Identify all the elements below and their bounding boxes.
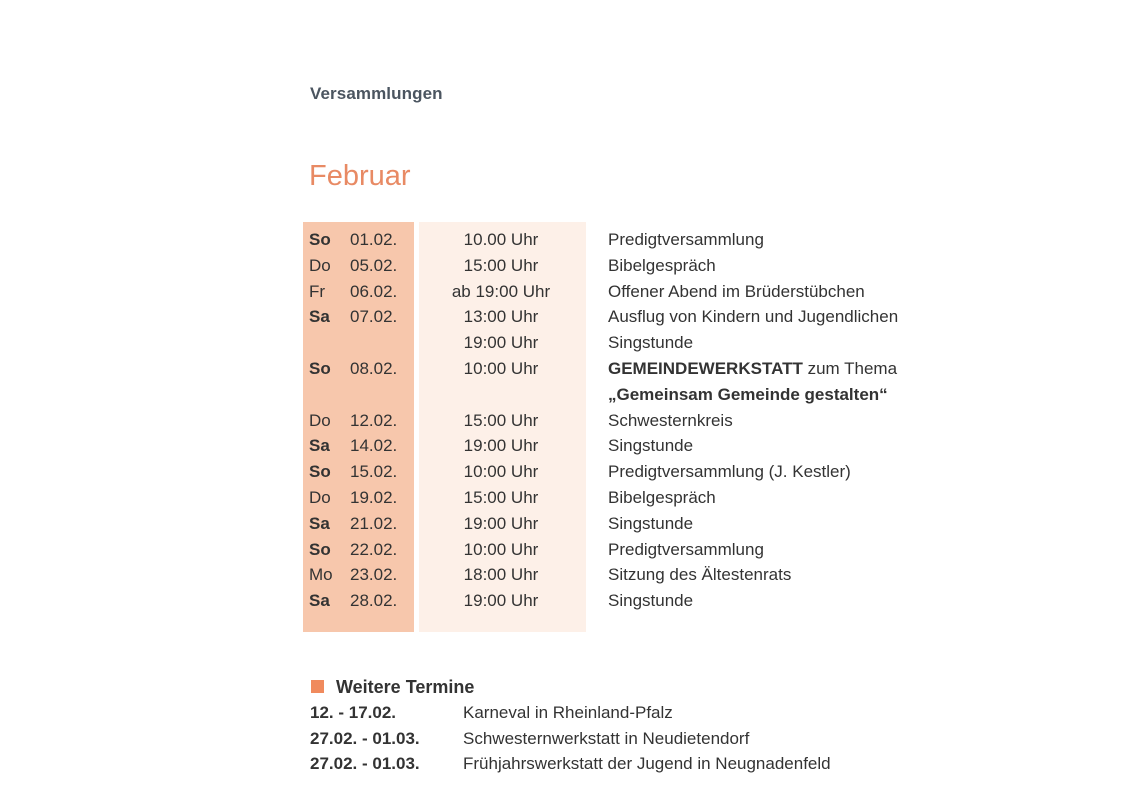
event-cell: Singstunde	[608, 436, 694, 456]
day-cell: Do	[309, 487, 331, 507]
day-cell: Sa	[309, 591, 330, 611]
date-cell: 05.02.	[350, 255, 398, 275]
month-title: Februar	[309, 160, 411, 192]
day-cell: Sa	[309, 513, 330, 533]
date-cell: 06.02.	[350, 281, 398, 301]
time-cell: 18:00 Uhr	[463, 565, 539, 585]
time-cell: 10:00 Uhr	[463, 358, 539, 378]
square-bullet-icon	[311, 680, 324, 693]
day-cell: Do	[309, 410, 331, 430]
further-date-row	[309, 726, 1009, 752]
event-cell: Singstunde	[608, 513, 694, 533]
time-cell: 19:00 Uhr	[463, 513, 539, 533]
schedule-row	[0, 485, 1130, 511]
schedule-row	[0, 227, 1130, 253]
time-cell: 10:00 Uhr	[463, 539, 539, 559]
date-cell: 14.02.	[350, 436, 398, 456]
further-date: 12. - 17.02.	[310, 703, 397, 722]
event-text: zum Thema	[802, 358, 898, 378]
schedule-row	[0, 330, 1130, 356]
date-cell: 08.02.	[350, 358, 398, 378]
time-cell: 15:00 Uhr	[463, 410, 539, 430]
event-cell: Sitzung des Ältestenrats	[608, 565, 792, 585]
date-cell: 28.02.	[350, 591, 398, 611]
further-date: 27.02. - 01.03.	[310, 728, 420, 748]
day-cell: Fr	[309, 281, 326, 301]
event-cell: Predigtversammlung	[608, 539, 764, 559]
schedule-row	[0, 588, 1130, 614]
date-cell: 01.02.	[350, 230, 398, 249]
date-cell: 15.02.	[350, 462, 398, 482]
event-cell	[608, 382, 888, 408]
schedule-row	[0, 304, 1130, 330]
day-cell: So	[309, 230, 331, 249]
day-cell: So	[309, 358, 331, 378]
schedule-table	[0, 227, 1130, 614]
date-cell: 21.02.	[350, 513, 398, 533]
further-dates-section	[309, 674, 1009, 777]
further-dates-heading	[309, 674, 1009, 700]
time-cell: 10.00 Uhr	[463, 230, 539, 249]
further-event: Frühjahrswerkstatt der Jugend in Neugnadenfeld	[463, 754, 831, 773]
date-cell: 22.02.	[350, 539, 398, 559]
day-cell: Mo	[309, 565, 333, 585]
day-cell: So	[309, 539, 331, 559]
event-cell: Offener Abend im Brüderstübchen	[608, 281, 865, 301]
date-cell: 12.02.	[350, 410, 398, 430]
time-cell: 13:00 Uhr	[463, 307, 539, 327]
further-date: 27.02. - 01.03.	[310, 754, 420, 773]
time-cell: 19:00 Uhr	[463, 333, 539, 353]
day-cell: Sa	[309, 436, 330, 456]
event-cell: Predigtversammlung	[608, 230, 764, 249]
date-cell: 23.02.	[350, 565, 398, 585]
schedule-row	[0, 433, 1130, 459]
time-cell: 10:00 Uhr	[463, 462, 539, 482]
event-cell: Predigtversammlung (J. Kestler)	[608, 462, 851, 482]
schedule-row	[0, 511, 1130, 537]
time-cell: 19:00 Uhr	[463, 591, 539, 611]
further-dates-title: Weitere Termine	[336, 677, 475, 697]
schedule-row	[0, 562, 1130, 588]
schedule-row	[0, 408, 1130, 434]
date-cell: 19.02.	[350, 487, 398, 507]
schedule-row	[0, 356, 1130, 382]
schedule-row	[0, 382, 1130, 408]
schedule-row	[0, 537, 1130, 563]
schedule-row	[0, 279, 1130, 305]
event-cell: Ausflug von Kindern und Jugendlichen	[608, 307, 899, 327]
event-cell: Bibelgespräch	[608, 255, 716, 275]
event-bold-text: GEMEINDEWERKSTATT	[608, 358, 803, 378]
day-cell: Sa	[309, 307, 330, 327]
day-cell: Do	[309, 255, 331, 275]
section-label: Versammlungen	[310, 84, 443, 103]
schedule-row	[0, 253, 1130, 279]
schedule-row	[0, 459, 1130, 485]
day-cell: So	[309, 462, 331, 482]
time-cell: ab 19:00 Uhr	[451, 281, 551, 301]
further-date-row	[309, 700, 1009, 726]
further-event: Schwesternwerkstatt in Neudietendorf	[463, 728, 750, 748]
further-date-row	[309, 751, 1009, 777]
time-cell: 19:00 Uhr	[463, 436, 539, 456]
event-cell	[608, 356, 897, 382]
event-cell: Schwesternkreis	[608, 410, 733, 430]
event-bold-text: „Gemeinsam Gemeinde gestalten“	[608, 384, 888, 404]
event-cell: Bibelgespräch	[608, 487, 716, 507]
date-cell: 07.02.	[350, 307, 398, 327]
event-cell: Singstunde	[608, 333, 694, 353]
event-cell: Singstunde	[608, 591, 694, 611]
further-event: Karneval in Rheinland-Pfalz	[463, 703, 673, 722]
time-cell: 15:00 Uhr	[463, 487, 539, 507]
time-cell: 15:00 Uhr	[463, 255, 539, 275]
